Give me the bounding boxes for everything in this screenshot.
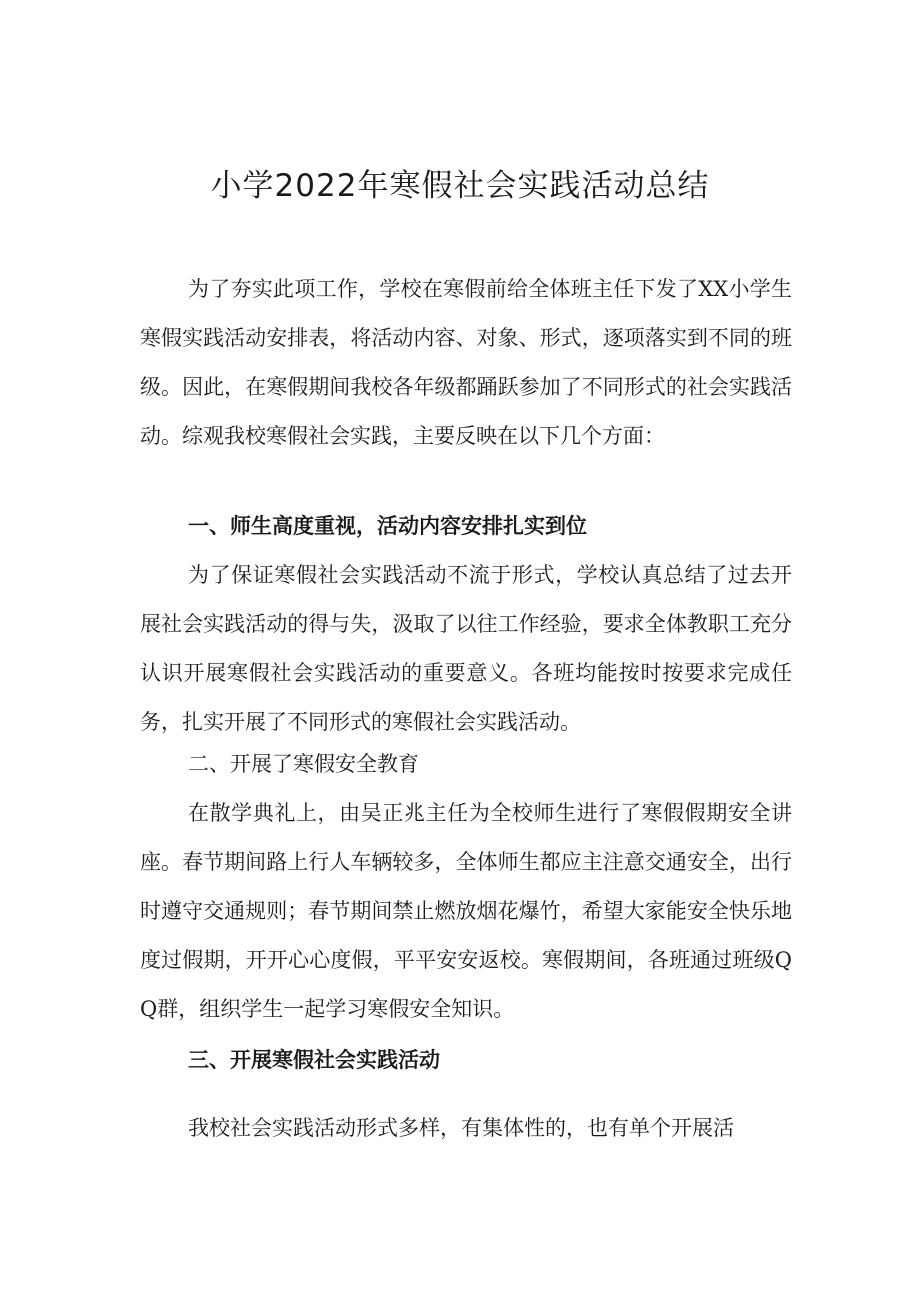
section-2-heading: 二、开展了寒假安全教育: [188, 752, 419, 776]
section-3-heading: 三、开展寒假社会实践活动: [188, 1048, 440, 1072]
section-1-paragraph: 为了保证寒假社会实践活动不流于形式，学校认真总结了过去开展社会实践活动的得与失，汲取了以往工作经验，要求全体教职工充分认识开展寒假社会实践活动的重要意义。各班均能按时按要求完成任务，扎实开展了不同形式的寒假社会实践活动。: [140, 563, 792, 734]
document-title: 小学2022年寒假社会实践活动总结: [210, 168, 710, 204]
intro-paragraph: 为了夯实此项工作，学校在寒假前给全体班主任下发了XX小学生寒假实践活动安排表，将活动内容、对象、形式，逐项落实到不同的班级。因此，在寒假期间我校各年级都踊跃参加了不同形式的社会实践活动。综观我校寒假社会实践，主要反映在以下几个方面：: [140, 277, 792, 448]
section-2-paragraph: 在散学典礼上，由吴正兆主任为全校师生进行了寒假假期安全讲座。春节期间路上行人车辆较多，全体师生都应主注意交通安全，出行时遵守交通规则；春节期间禁止燃放烟花爆竹，希望大家能安全快乐地度过假期，开开心心度假，平平安安返校。寒假期间，各班通过班级QQ群，组织学生一起学习寒假安全知识。: [140, 801, 792, 1021]
section-3-paragraph: 我校社会实践活动形式多样，有集体性的，也有单个开展活: [188, 1116, 734, 1140]
section-1-heading: 一、师生高度重视，活动内容安排扎实到位: [188, 514, 587, 538]
